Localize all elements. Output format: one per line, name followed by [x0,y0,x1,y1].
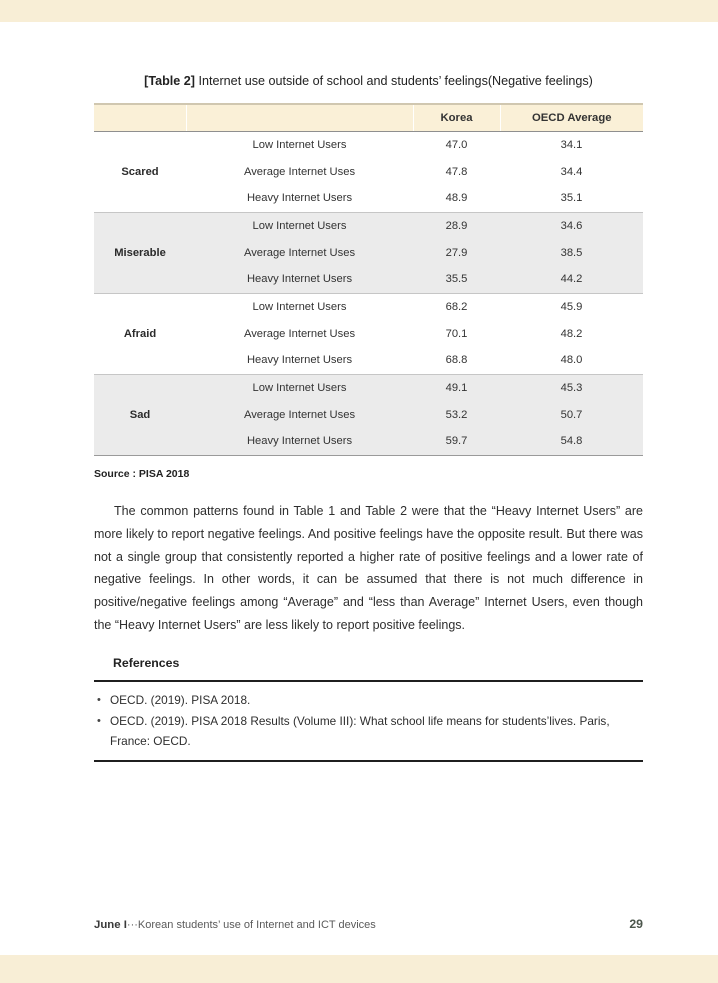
references-section [94,655,643,762]
feelings-table [94,103,643,456]
korea-value-cell: 68.8 [445,354,468,367]
reference-item: • OECD. (2019). PISA 2018 Results (Volume III): What school life means for students’lives. Paris, France: OECD. [94,711,643,752]
table-header-row [94,104,643,131]
footer-issue-label: June I [94,919,127,931]
oecd-value-cell: 34.6 [500,212,643,239]
user-category-cell: Heavy Internet Users [246,354,353,367]
user-category-cell: Average Internet Uses [186,401,413,428]
header-empty-feeling [94,104,186,131]
feeling-label: Miserable [94,212,186,293]
footer-title-text: ···Korean students’ use of Internet and ICT devices [126,919,376,931]
references-top-rule [94,680,643,682]
korea-value-cell: 70.1 [445,327,468,340]
oecd-value-cell: 48.2 [560,327,583,340]
references-list [94,690,643,752]
feeling-label: Sad [94,374,186,455]
footer-running-title [94,919,376,931]
reference-item: • OECD. (2019). PISA 2018. [94,690,643,711]
oecd-value-cell: 54.8 [500,428,643,455]
oecd-value-cell: 38.5 [500,239,643,266]
oecd-value-cell: 50.7 [500,401,643,428]
user-category-cell: Low Internet Users [186,293,413,320]
korea-value-cell: 59.7 [413,428,500,455]
references-bottom-rule [94,760,643,762]
table-title [94,72,643,90]
oecd-value-cell: 34.4 [560,165,583,178]
korea-value-cell: 49.1 [413,374,500,401]
feeling-label: Afraid [94,293,186,374]
body-paragraph: The common patterns found in Table 1 and Table 2 were that the “Heavy Internet Users” are more likely to report negative feelings. And positive feelings have the opposite result. But there was not a single group that consistently reported a higher rate of positive feelings and a lower rate of negative feelings. In other words, it can be assumed that there is not much difference in positive/negative feelings among “Average” and “less than Average” Internet Users, even though the “Heavy Internet Users” are less likely to report positive feelings. [94,504,643,632]
user-category-cell: Average Internet Uses [243,327,356,340]
page-number: 29 [629,917,643,931]
header-korea: Korea [413,104,500,131]
korea-value-cell: 35.5 [413,266,500,293]
user-category-cell: Average Internet Uses [243,165,356,178]
references-heading: References [113,656,180,670]
table-title-text: Internet use outside of school and students’ feelings(Negative feelings) [194,74,593,88]
korea-value-cell: 47.0 [445,138,468,151]
user-category-cell: Average Internet Uses [186,239,413,266]
table-title-label: [Table 2] [144,74,195,88]
korea-value-cell: 53.2 [413,401,500,428]
user-category-cell: Heavy Internet Users [246,192,353,205]
oecd-value-cell: 44.2 [500,266,643,293]
page-bottom-band [0,955,718,983]
table-row [94,293,643,320]
table-row [94,212,643,239]
oecd-value-cell: 48.0 [560,354,583,367]
user-category-cell: Low Internet Users [186,374,413,401]
user-category-cell: Heavy Internet Users [186,266,413,293]
feeling-label: Scared [121,165,159,178]
header-oecd-average: OECD Average [500,104,643,131]
page-footer [94,917,643,931]
user-category-cell: Low Internet Users [252,138,347,151]
korea-value-cell: 68.2 [413,293,500,320]
page-top-band [0,0,718,22]
korea-value-cell: 48.9 [445,192,468,205]
table-row [94,374,643,401]
oecd-value-cell: 35.1 [560,192,583,205]
oecd-value-cell: 45.9 [500,293,643,320]
korea-value-cell: 27.9 [413,239,500,266]
oecd-value-cell: 45.3 [500,374,643,401]
korea-value-cell: 47.8 [445,165,468,178]
table-row [94,131,643,158]
user-category-cell: Low Internet Users [186,212,413,239]
oecd-value-cell: 34.1 [560,138,583,151]
header-empty-category [186,104,413,131]
source-note: Source : PISA 2018 [94,468,190,480]
korea-value-cell: 28.9 [413,212,500,239]
user-category-cell: Heavy Internet Users [186,428,413,455]
